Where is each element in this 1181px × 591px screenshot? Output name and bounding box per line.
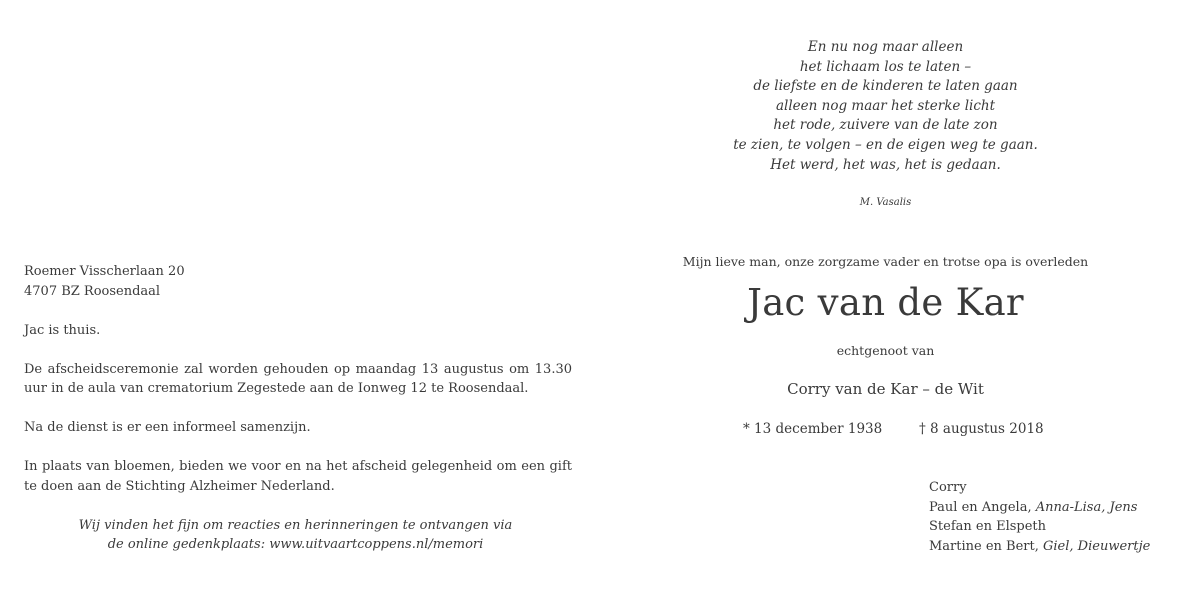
poem-author: M. Vasalis: [859, 197, 912, 208]
family-names: Corry: [929, 480, 967, 495]
announcement-intro: Mijn lieve man, onze zorgzame vader en trotse opa is overleden: [682, 254, 1089, 269]
family-member: [929, 517, 1150, 537]
family-names: Stefan en Elspeth: [929, 519, 1047, 535]
poem-line: het lichaam los te laten –: [799, 58, 972, 75]
poem-line: te zien, te volgen – en de eigen weg te gaan.: [733, 136, 1038, 153]
poem-line: alleen nog maar het sterke licht: [775, 97, 996, 114]
family-names: Paul en Angela,: [929, 499, 1032, 515]
poem-line: En nu nog maar alleen: [807, 39, 964, 55]
address-city: 4707 BZ Roosendaal: [24, 283, 161, 299]
family-names: Martine en Bert,: [929, 538, 1039, 554]
family-member: [929, 537, 1150, 557]
family-list: [929, 478, 1150, 556]
birth-date: * 13 december 1938: [743, 421, 883, 437]
poem-line: het rode, zuivere van de late zon: [773, 117, 998, 134]
family-member: [929, 478, 1150, 498]
closing-line-2: de online gedenkplaats: www.uitvaartcoppens.nl/memori: [107, 537, 484, 552]
deceased-name: Jac van de Kar: [747, 281, 1024, 324]
online-memorial-note: [24, 516, 567, 555]
right-page: [600, 0, 1181, 591]
family-member: [929, 498, 1150, 518]
family-grandchildren: Giel, Dieuwertje: [1043, 538, 1151, 554]
poem-line: de liefste en de kinderen te laten gaan: [753, 78, 1018, 95]
at-home-notice: Jac is thuis.: [24, 322, 101, 338]
closing-line-1: Wij vinden het fijn om reacties en herinneringen te ontvangen via: [78, 517, 513, 533]
address-street: Roemer Visscherlaan 20: [24, 264, 185, 279]
family-grandchildren: Anna-Lisa, Jens: [1035, 499, 1138, 515]
donation-notice: In plaats van bloemen, bieden we voor en na het afscheid gelegenheid om een gift te doen aan de Stichting Alzheimer Nederland.: [24, 459, 572, 494]
spouse-label: echtgenoot van: [836, 343, 935, 358]
spouse-name: Corry van de Kar – de Wit: [787, 380, 984, 398]
death-date: † 8 augustus 2018: [919, 421, 1044, 437]
gathering-notice: Na de dienst is er een informeel samenzijn.: [24, 420, 311, 435]
address: [24, 262, 572, 301]
ceremony-details: De afscheidsceremonie zal worden gehouden op maandag 13 augustus om 13.30 uur in de aula van crematorium Zegestede aan de Ionweg 12 te Roosendaal.: [24, 361, 572, 396]
poem: [600, 38, 1171, 175]
poem-line: Het werd, het was, het is gedaan.: [770, 156, 1001, 173]
left-page: [24, 262, 572, 555]
